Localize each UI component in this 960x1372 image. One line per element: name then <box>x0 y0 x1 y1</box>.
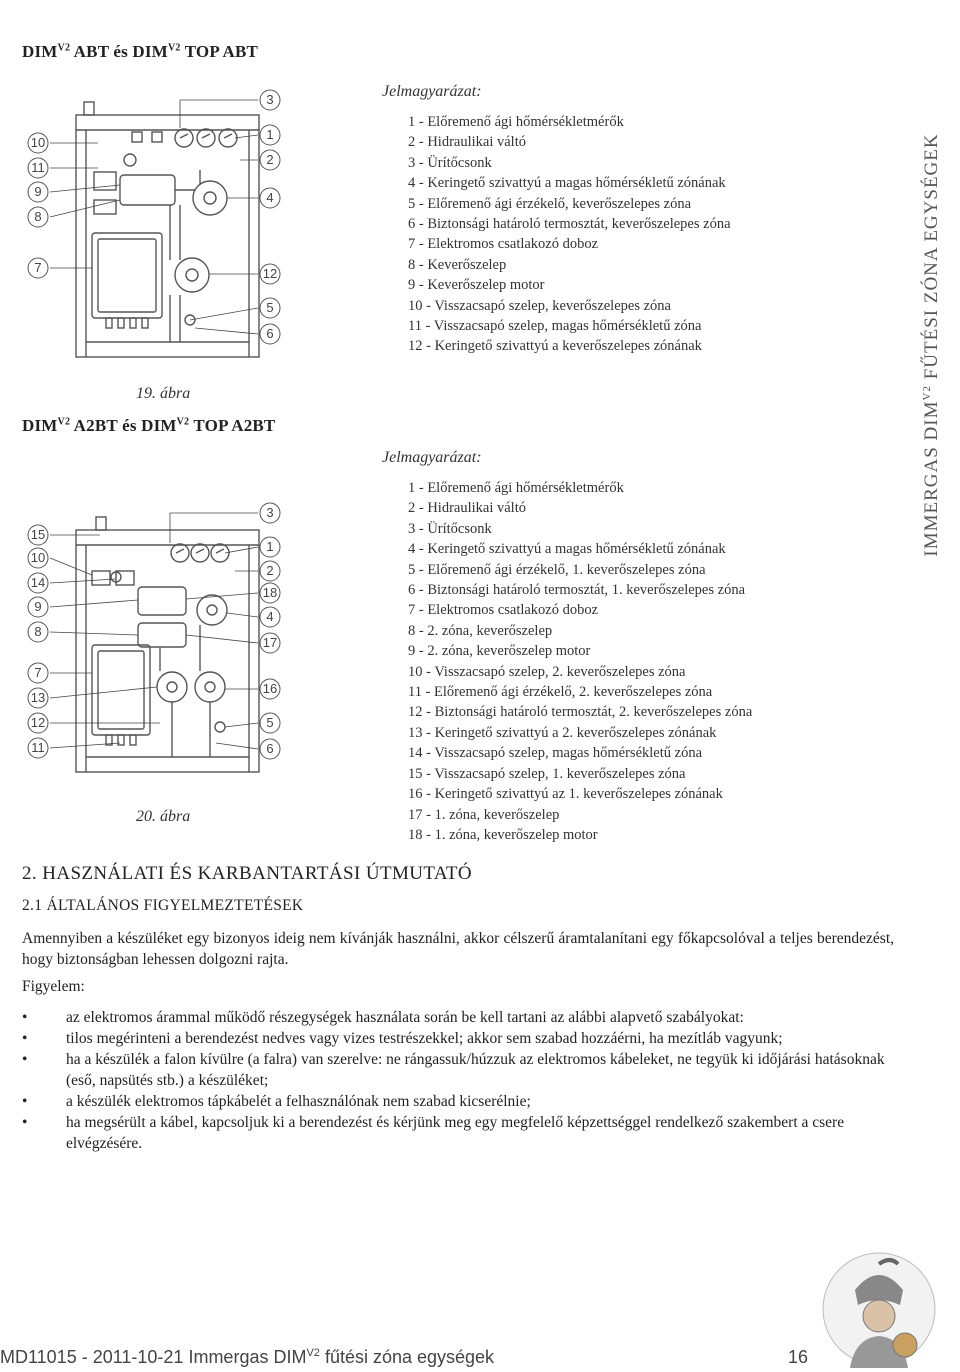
subsection-heading: 2.1 ÁLTALÁNOS FIGYELMEZTETÉSEK <box>22 897 304 914</box>
legend-item: 1 - Előremenő ági hőmérsékletmérők <box>408 114 624 130</box>
figure-19-diagram <box>20 80 320 380</box>
callout-label: 8 <box>34 624 42 639</box>
thermometer-icon <box>175 129 193 147</box>
side-section-tab <box>913 110 951 580</box>
legend-item: 11 - Előremenő ági érzékelő, 2. keverőszelepes zóna <box>408 684 713 701</box>
thermometer-icon <box>219 129 237 147</box>
callout-label: 17 <box>262 635 278 650</box>
callout-label: 11 <box>31 740 45 755</box>
legend-item: 6 - Biztonsági határoló termosztát, 1. keverőszelepes zóna <box>408 582 746 599</box>
figure-19-caption: 19. ábra <box>136 385 191 402</box>
pump-icon <box>193 181 227 215</box>
thermometer-icon <box>191 544 209 562</box>
legend-item: 12 - Keringető szivattyú a keverőszelepes zónának <box>408 338 702 355</box>
callout-label: 4 <box>266 609 274 624</box>
callout-label: 4 <box>266 190 274 205</box>
pump-icon <box>157 672 187 702</box>
figure-20-diagram <box>20 495 320 795</box>
callout-label: 2 <box>266 152 274 167</box>
figure-20-title: $DIM^{V2}$ A2BT és $DIM^{V2}$ TOP A2BT <box>22 416 276 435</box>
page-number: 16 <box>788 1347 809 1367</box>
legend-2-list <box>408 478 898 845</box>
legend-2-title: Jelmagyarázat: <box>382 449 482 466</box>
legend-1-list <box>408 112 898 357</box>
callout-label: 1 <box>266 539 274 554</box>
callout-label: 10 <box>30 135 46 150</box>
legend-1-title: Jelmagyarázat: <box>382 83 482 100</box>
thermometer-icon <box>197 129 215 147</box>
callout-label: 7 <box>34 665 42 680</box>
callout-label: 1 <box>266 127 274 142</box>
legend-item: 4 - Keringető szivattyú a magas hőmérsékletű zónának <box>408 175 726 192</box>
callout-label: 12 <box>30 715 46 730</box>
side-tab-label: IMMERGAS $DIM^{V2}$ FŰTÉSI ZÓNA EGYSÉGEK <box>920 133 943 557</box>
electrical-box <box>92 645 150 735</box>
callout-label: 8 <box>34 209 42 224</box>
callout-label: 10 <box>30 550 46 565</box>
callout-label: 9 <box>34 599 42 614</box>
list-item: • a készülék elektromos tápkábelét a felhasználónak nem szabad kicserélnie; <box>22 1093 531 1110</box>
callout-label: 16 <box>262 681 278 696</box>
figure-20-caption: 20. ábra <box>136 808 191 825</box>
callout-label: 3 <box>266 505 274 520</box>
legend-item: 9 - 2. zóna, keverőszelep motor <box>408 643 591 660</box>
legend-item: 8 - Keverőszelep <box>408 256 507 273</box>
legend-item: 15 - Visszacsapó szelep, 1. keverőszelepes zóna <box>408 765 686 782</box>
callout-label: 2 <box>266 563 274 578</box>
list-item: • az elektromos árammal működő részegységek használata során be kell tartani az alábbi alapvető szabályokat: <box>22 1009 744 1026</box>
legend-item: 5 - Előremenő ági érzékelő, 1. keverőszelepes zóna <box>408 561 706 578</box>
legend-item: 10 - Visszacsapó szelep, 2. keverőszelepes zóna <box>408 663 686 680</box>
callout-label: 5 <box>266 300 274 315</box>
callout-label: 13 <box>30 690 46 705</box>
callout-label: 15 <box>30 527 46 542</box>
pump-icon <box>197 595 227 625</box>
callout-label: 6 <box>266 741 274 756</box>
list-item: • tilos megérinteni a berendezést nedves vagy vizes testrészekkel; akkor sem szabad hozzáérni, ha mezítláb vagyunk; <box>22 1030 783 1047</box>
legend-item: 4 - Keringető szivattyú a magas hőmérsékletű zónának <box>408 541 726 558</box>
callout-label: 14 <box>30 575 46 590</box>
footer-text: MD11015 - 2011-10-21 Immergas $DIM^{V2}$ fűtési zóna egységek <box>0 1347 495 1367</box>
legend-item: 8 - 2. zóna, keverőszelep <box>408 622 553 639</box>
legend-item: 16 - Keringető szivattyú az 1. keverőszelepes zónának <box>408 786 723 803</box>
callout-label: 7 <box>34 260 42 275</box>
legend-item: 3 - Ürítőcsonk <box>408 154 492 171</box>
pump-icon <box>175 258 209 292</box>
pump-icon <box>195 672 225 702</box>
callout-label: 6 <box>266 326 274 341</box>
legend-item: 9 - Keverőszelep motor <box>408 277 545 294</box>
list-item: • ha megsérült a kábel, kapcsoljuk ki a berendezést és kérjünk meg egy megfelelő képzettséggel rendelkező szakembert a csere elvégzésére. <box>22 1114 845 1152</box>
mascot-logo-icon <box>820 1250 938 1368</box>
thermometer-icon <box>171 544 189 562</box>
callout-label: 3 <box>266 92 274 107</box>
legend-item: 6 - Biztonsági határoló termosztát, keverőszelepes zóna <box>408 216 731 233</box>
legend-item: 2 - Hidraulikai váltó <box>408 134 526 151</box>
legend-item: 10 - Visszacsapó szelep, keverőszelepes zóna <box>408 297 671 314</box>
electrical-box <box>92 233 162 318</box>
callout-label: 5 <box>266 715 274 730</box>
legend-item: 5 - Előremenő ági érzékelő, keverőszelepes zóna <box>408 195 692 212</box>
unit-casing <box>76 115 259 357</box>
legend-item: 17 - 1. zóna, keverőszelep <box>408 806 560 823</box>
callout-label: 9 <box>34 184 42 199</box>
callout-label: 18 <box>262 585 278 600</box>
legend-item: 11 - Visszacsapó szelep, magas hőmérsékletű zóna <box>408 318 702 335</box>
callout-label: 12 <box>262 266 278 281</box>
mixing-valve <box>120 175 175 205</box>
mixing-valve <box>138 587 186 615</box>
legend-item: 2 - Hidraulikai váltó <box>408 500 526 517</box>
legend-item: 1 - Előremenő ági hőmérsékletmérők <box>408 480 624 496</box>
legend-item: 3 - Ürítőcsonk <box>408 520 492 537</box>
callout-label: 11 <box>31 160 45 175</box>
figure-19-title: $DIM^{V2}$ ABT és $DIM^{V2}$ TOP ABT <box>22 42 259 61</box>
warning-label: Figyelem: <box>22 978 85 995</box>
list-item: • ha a készülék a falon kívülre (a falra) van szerelve: ne rángassuk/húzzuk az elektromos kábeleket, ne tegyük ki időjárási hatásoknak (eső, napsütés stb.) a készüléket; <box>22 1051 885 1089</box>
legend-item: 12 - Biztonsági határoló termosztát, 2. keverőszelepes zóna <box>408 704 753 721</box>
legend-item: 18 - 1. zóna, keverőszelep motor <box>408 826 598 843</box>
intro-paragraph: Amennyiben a készüléket egy bizonyos ideig nem kívánják használni, akkor célszerű áramtalanítani egy főkapcsolóval a teljes berendezést, hogy biztonságban lehessen dolgozni rajta. <box>22 930 894 968</box>
legend-item: 7 - Elektromos csatlakozó doboz <box>408 602 599 619</box>
warning-bullets <box>22 1007 894 1154</box>
legend-item: 14 - Visszacsapó szelep, magas hőmérsékletű zóna <box>408 745 703 762</box>
section-heading: 2. HASZNÁLATI ÉS KARBANTARTÁSI ÚTMUTATÓ <box>22 863 472 884</box>
mixing-valve <box>138 623 186 647</box>
legend-item: 7 - Elektromos csatlakozó doboz <box>408 236 599 253</box>
legend-item: 13 - Keringető szivattyú a 2. keverőszelepes zónának <box>408 724 717 741</box>
